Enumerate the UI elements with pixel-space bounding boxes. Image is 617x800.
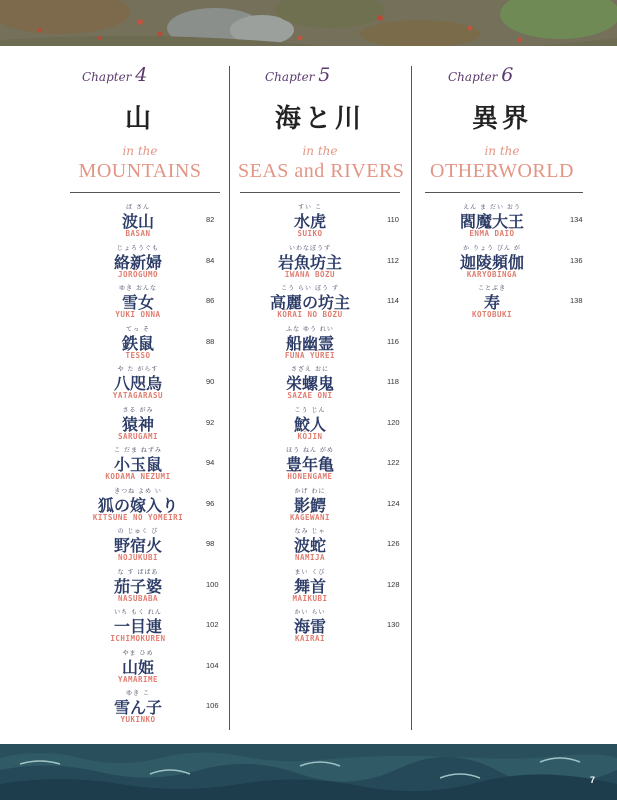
chapter-5-kanji-title: 海と川: [274, 104, 365, 134]
entry-kanji: 水虎: [293, 212, 326, 231]
entry-romaji: SUIKO: [297, 229, 323, 238]
entry-furigana: ゆき こ: [126, 690, 150, 697]
entry-romaji: KOTOBUKI: [471, 310, 513, 319]
entry-romaji: YAMARIME: [117, 674, 159, 684]
entry-kanji: 海雷: [293, 617, 326, 636]
entry-romaji: FUNA YŪREI: [284, 350, 336, 360]
toc-entry: [70, 364, 206, 404]
entry-furigana: ほう ねん がめ: [286, 447, 334, 454]
waves-illustration: [0, 744, 617, 800]
entry-furigana: な す ばばあ: [117, 568, 159, 576]
chapter-6-rule: [425, 192, 583, 193]
toc-entry: [70, 607, 206, 647]
entry-page-number: 128: [387, 579, 400, 589]
toc-entry: [70, 202, 206, 242]
toc-entry: [70, 648, 206, 688]
entry-page-number: 130: [387, 620, 400, 629]
entry-kanji: 雪ん子: [113, 698, 162, 717]
entry-page-number: 124: [387, 498, 400, 508]
entry-page-number: 112: [387, 255, 399, 265]
toc-entry: [70, 283, 206, 323]
entry-furigana: まい くび: [294, 568, 326, 576]
entry-furigana: いち もく れん: [114, 609, 162, 616]
toc-entry: [70, 526, 206, 566]
entry-page-number: 120: [387, 417, 400, 427]
toc-entry: [242, 243, 378, 283]
entry-page-number: 104: [206, 660, 219, 670]
toc-entry: [70, 486, 206, 526]
entry-furigana: さざえ おに: [291, 366, 329, 373]
entry-page-number: 90: [206, 377, 215, 386]
entry-kanji: 豊年亀: [285, 455, 334, 474]
entry-romaji: SARUGAMI: [117, 431, 159, 441]
entry-furigana: ば さん: [126, 204, 150, 211]
entry-page-number: 98: [206, 539, 215, 548]
entry-furigana: ゆき おんな: [119, 285, 157, 292]
entry-page-number: 114: [387, 296, 399, 305]
toc-entry: [242, 567, 378, 607]
entry-page-number: 126: [387, 539, 400, 548]
page-number: 7: [589, 775, 595, 785]
entry-page-number: 84: [206, 255, 215, 265]
entry-romaji: JORŌGUMO: [117, 269, 159, 279]
entry-furigana: の じゅく び: [117, 528, 159, 535]
toc-entry: [242, 445, 378, 485]
entry-romaji: HŌNENGAME: [287, 472, 333, 481]
entry-page-number: 118: [387, 377, 399, 386]
chapter-6-in-the: in the: [484, 144, 520, 158]
entry-furigana: やま ひめ: [122, 649, 154, 657]
bottom-illustration-band: [0, 744, 617, 800]
toc-entry: [242, 526, 378, 566]
entry-kanji: 栄螺鬼: [285, 374, 334, 393]
entry-furigana: か りょう びん が: [463, 244, 521, 252]
toc-entry: [70, 567, 206, 607]
entry-furigana: いわなぼうず: [288, 244, 331, 252]
entry-romaji: KODAMA NEZUMI: [105, 472, 171, 481]
entry-page-number: 116: [387, 336, 399, 346]
entry-page-number: 96: [206, 498, 215, 508]
entry-furigana: こう じん: [294, 406, 326, 414]
entry-furigana: えん ま だい おう: [463, 204, 521, 211]
entry-page-number: 134: [570, 215, 583, 224]
toc-entry: [70, 243, 206, 283]
toc-entry: [242, 283, 378, 323]
entry-page-number: 92: [206, 417, 215, 427]
chapter-4-in-the: in the: [122, 144, 158, 158]
toc-entry: [70, 324, 206, 364]
entry-romaji: IWANA BŌZU: [284, 269, 336, 279]
entry-furigana: じょろうぐも: [116, 244, 159, 252]
entry-kanji: 茄子婆: [113, 576, 162, 596]
toc-entry: [70, 445, 206, 485]
entry-kanji: 一目連: [113, 617, 162, 636]
entry-romaji: YUKI ONNA: [115, 310, 161, 319]
entry-furigana: さる がみ: [122, 406, 154, 414]
entry-kanji: 波蛇: [293, 536, 326, 555]
entry-page-number: 106: [206, 701, 219, 710]
chapter-5-label: Chapter 5: [265, 64, 331, 86]
entry-page-number: 110: [387, 215, 399, 224]
entry-kanji: 雪女: [121, 293, 154, 312]
entry-romaji: NAMIJA: [294, 553, 326, 562]
entry-romaji: NASUBABA: [117, 593, 159, 603]
entry-kanji: 鉄鼠: [121, 333, 154, 353]
chapter-5-english-title: SEAS and RIVERS: [238, 160, 405, 182]
entry-page-number: 136: [570, 255, 583, 265]
entry-kanji: 狐の嫁入り: [97, 495, 178, 515]
entry-furigana: こう らい ぼう ず: [281, 285, 339, 292]
top-illustration-band: [0, 0, 617, 46]
entry-kanji: 猿神: [121, 414, 154, 434]
toc-entry: [428, 243, 556, 283]
entry-romaji: KARYŌBINGA: [466, 269, 518, 279]
entry-kanji: 野宿火: [113, 536, 162, 555]
entry-furigana: ことぶき: [477, 285, 506, 292]
chapter-4-kanji-title: 山: [124, 104, 155, 134]
entry-furigana: こ だま ねずみ: [114, 447, 162, 454]
entry-page-number: 88: [206, 336, 215, 346]
entry-romaji: ICHIMOKUREN: [110, 634, 166, 643]
entry-page-number: 102: [206, 620, 219, 629]
entry-page-number: 122: [387, 458, 400, 467]
entry-furigana: てっ そ: [126, 325, 150, 333]
entry-kanji: 舞首: [293, 576, 326, 596]
entry-page-number: 82: [206, 215, 215, 224]
entry-furigana: かげ わに: [294, 487, 326, 495]
entry-kanji: 船幽霊: [285, 333, 334, 353]
entry-romaji: KŌRAI NO BŌZU: [277, 310, 343, 319]
entry-kanji: 迦陵頻伽: [459, 252, 524, 272]
toc-entry: [242, 202, 378, 242]
entry-romaji: ENMA DAIŌ: [469, 229, 515, 238]
entry-kanji: 鮫人: [293, 414, 326, 434]
entry-kanji: 山姫: [121, 657, 154, 677]
entry-romaji: YATAGARASU: [112, 391, 164, 400]
entry-romaji: KAIRAI: [294, 634, 326, 643]
toc-entry: [70, 405, 206, 445]
entry-romaji: BASAN: [125, 229, 151, 238]
entry-kanji: 八咫烏: [113, 374, 162, 393]
entry-kanji: 小玉鼠: [113, 455, 162, 474]
column-divider-1: [229, 66, 230, 730]
toc-entry: [242, 607, 378, 647]
entry-romaji: MAIKUBI: [292, 593, 328, 603]
entry-kanji: 波山: [121, 212, 154, 231]
entry-kanji: 影鰐: [293, 495, 326, 515]
entry-romaji: SAZAE ONI: [287, 391, 333, 400]
chapter-4-english-title: MOUNTAINS: [78, 160, 202, 182]
chapter-6-english-title: OTHERWORLD: [430, 160, 574, 182]
rocks-and-leaves-illustration: [0, 0, 617, 46]
toc-entry: [242, 324, 378, 364]
entry-kanji: 絡新婦: [113, 252, 162, 272]
entry-furigana: すい こ: [298, 204, 322, 211]
entry-romaji: KŌJIN: [297, 431, 323, 441]
entry-kanji: 岩魚坊主: [277, 252, 342, 272]
chapter-5-rule: [240, 192, 400, 193]
chapter-4-label: Chapter 4: [82, 64, 148, 86]
toc-entry: [428, 202, 556, 242]
entry-romaji: KITSUNE NO YOMEIRI: [92, 512, 184, 522]
entry-page-number: 86: [206, 296, 215, 305]
entry-furigana: なみ じゃ: [294, 528, 326, 535]
entry-romaji: KAGEWANI: [289, 512, 331, 522]
toc-entry: [242, 486, 378, 526]
entry-furigana: や た がらす: [117, 366, 159, 373]
entry-kanji: 閻魔大王: [459, 212, 524, 231]
chapter-4-rule: [70, 192, 220, 193]
toc-entry: [70, 688, 206, 728]
chapter-6-label: Chapter 6: [448, 64, 514, 86]
toc-entry: [242, 405, 378, 445]
toc-entry: [242, 364, 378, 404]
entry-kanji: 高麗の坊主: [269, 293, 350, 312]
chapter-5-in-the: in the: [302, 144, 338, 158]
entry-page-number: 100: [206, 579, 219, 589]
chapter-6-kanji-title: 異界: [471, 104, 532, 134]
entry-romaji: TESSO: [125, 350, 151, 360]
entry-kanji: 寿: [483, 293, 500, 312]
entry-furigana: ふな ゆう れい: [286, 325, 334, 333]
entry-page-number: 94: [206, 458, 215, 467]
entry-romaji: YUKINKO: [120, 715, 156, 724]
column-divider-2: [411, 66, 412, 730]
entry-furigana: きつね よめ い: [114, 487, 162, 495]
entry-romaji: NOJUKUBI: [117, 553, 159, 562]
entry-page-number: 138: [570, 296, 583, 305]
entry-furigana: かい らい: [294, 609, 326, 616]
toc-entry: [428, 283, 556, 323]
